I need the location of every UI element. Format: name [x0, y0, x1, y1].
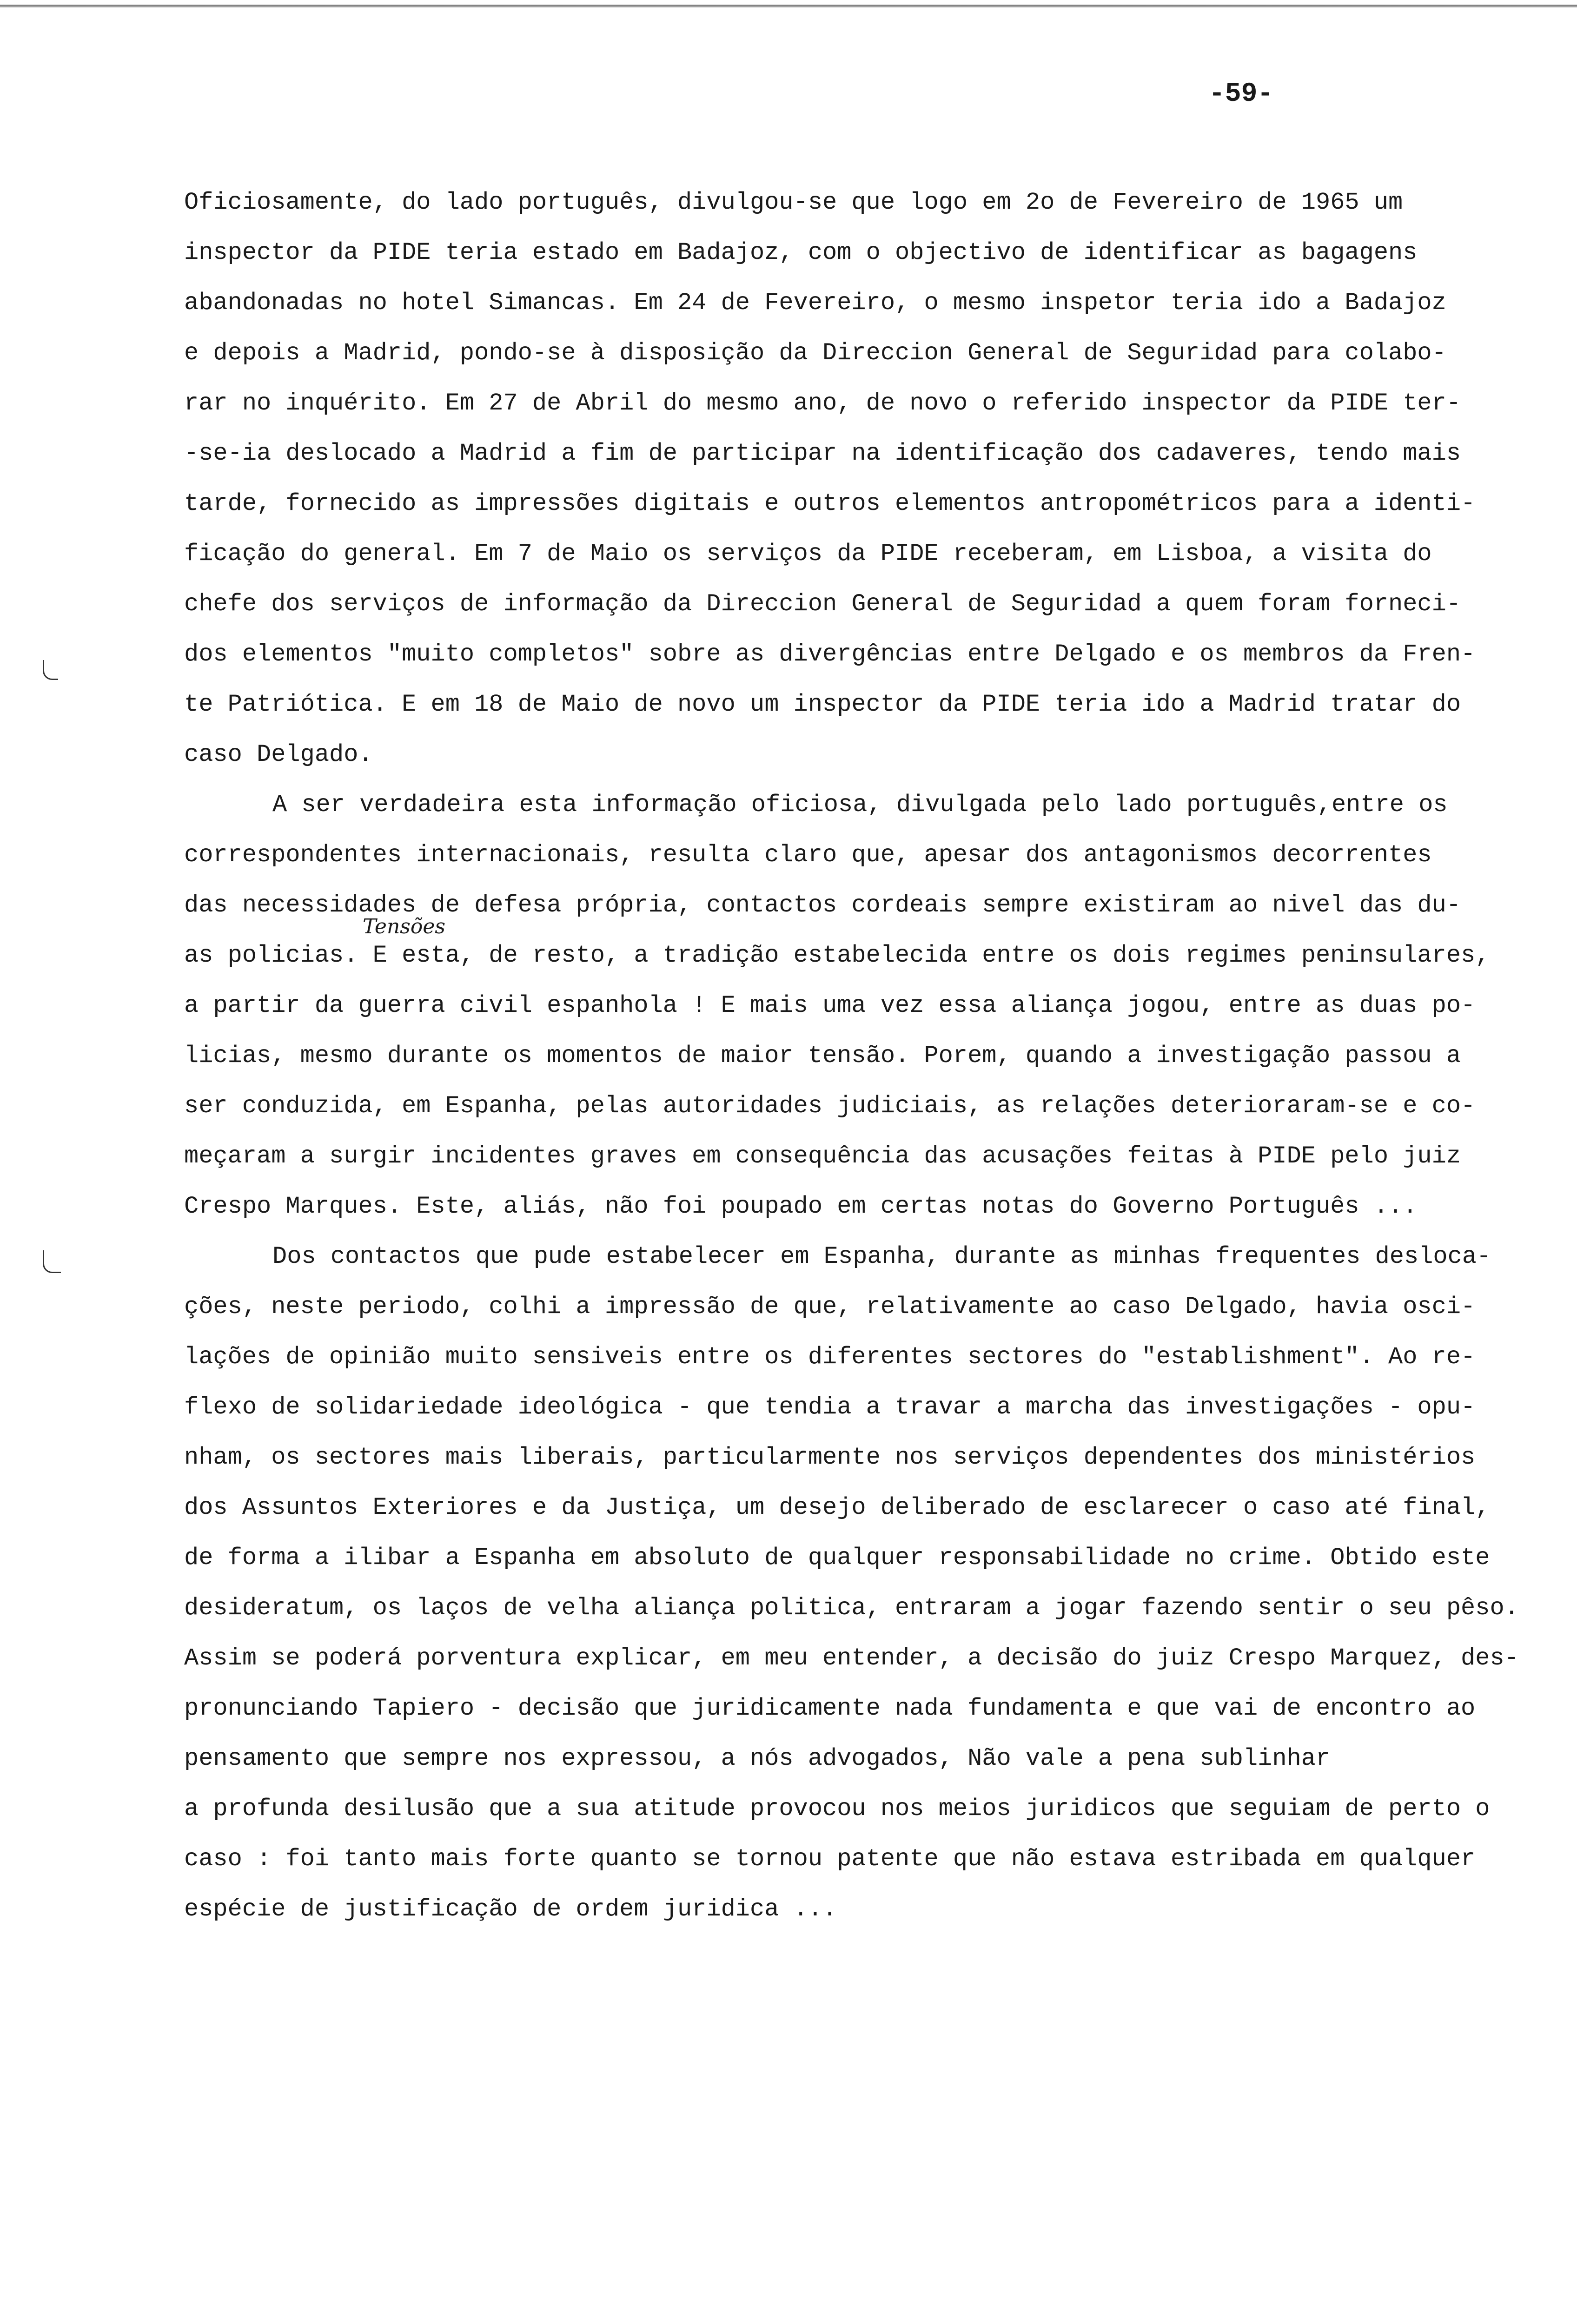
paragraph — [184, 780, 1523, 1232]
text-line: das necessidades de defesa própria, contactos cordeais sempre existiram ao nivel das du- — [184, 891, 1461, 919]
scan-top-edge — [0, 5, 1577, 7]
handwritten-annotation: Tensões — [363, 915, 445, 938]
text-line: Dos contactos que pude estabelecer em Espanha, durante as minhas frequentes desloca- — [272, 1243, 1491, 1270]
margin-mark — [43, 1250, 61, 1273]
text-line: flexo de solidariedade ideológica - que tendia a travar a marcha das investigações - opu- — [184, 1393, 1476, 1421]
text-line: pronunciando Tapiero - decisão que juridicamente nada fundamenta e que vai de encontro ao — [184, 1695, 1476, 1722]
text-line: a profunda desilusão que a sua atitude provocou nos meios juridicos que seguiam de perto o — [184, 1795, 1490, 1822]
text-line: pensamento que sempre nos expressou, a nós advogados, Não vale a pena sublinhar — [184, 1745, 1331, 1772]
text-line: inspector da PIDE teria estado em Badajoz, com o objectivo de identificar as bagagens — [184, 239, 1418, 266]
text-line: Oficiosamente, do lado português, divulgou-se que logo em 2o de Fevereiro de 1965 um — [184, 189, 1403, 216]
text-line: nham, os sectores mais liberais, particularmente nos serviços dependentes dos ministérios — [184, 1444, 1476, 1471]
text-line: e depois a Madrid, pondo-se à disposição da Direccion General de Seguridad para colabo- — [184, 339, 1446, 367]
text-line: a partir da guerra civil espanhola ! E mais uma vez essa aliança jogou, entre as duas po- — [184, 992, 1476, 1019]
text-line: tarde, fornecido as impressões digitais e outros elementos antropométricos para a identi- — [184, 490, 1476, 517]
text-line: ser conduzida, em Espanha, pelas autoridades judiciais, as relações deterioraram-se e co- — [184, 1092, 1476, 1120]
text-line: ficação do general. Em 7 de Maio os serviços da PIDE receberam, em Lisboa, a visita do — [184, 540, 1432, 568]
body-text — [184, 178, 1523, 1934]
text-line: caso : foi tanto mais forte quanto se tornou patente que não estava estribada em qualquer — [184, 1845, 1476, 1873]
text-line: correspondentes internacionais, resulta claro que, apesar dos antagonismos decorrentes — [184, 841, 1432, 869]
text-line: te Patriótica. E em 18 de Maio de novo um inspector da PIDE teria ido a Madrid tratar do — [184, 691, 1461, 718]
text-line: meçaram a surgir incidentes graves em consequência das acusações feitas à PIDE pelo juiz — [184, 1142, 1461, 1170]
text-line: as policias. E esta, de resto, a tradição estabelecida entre os dois regimes peninsulares, — [184, 942, 1490, 969]
text-line: -se-ia deslocado a Madrid a fim de participar na identificação dos cadaveres, tendo mais — [184, 440, 1461, 467]
margin-mark — [43, 660, 58, 680]
text-line: dos elementos "muito completos" sobre as divergências entre Delgado e os membros da Fren- — [184, 640, 1476, 668]
text-line: espécie de justificação de ordem juridica ... — [184, 1895, 837, 1923]
text-line: de forma a ilibar a Espanha em absoluto de qualquer responsabilidade no crime. Obtido este — [184, 1544, 1490, 1571]
text-line: rar no inquérito. Em 27 de Abril do mesmo ano, de novo o referido inspector da PIDE ter- — [184, 390, 1461, 417]
text-line: ções, neste periodo, colhi a impressão de que, relativamente ao caso Delgado, havia osci- — [184, 1293, 1476, 1320]
text-line: Assim se poderá porventura explicar, em meu entender, a decisão do juiz Crespo Marquez, des- — [184, 1644, 1519, 1672]
paragraph — [184, 178, 1523, 780]
text-line: lações de opinião muito sensiveis entre os diferentes sectores do "establishment". Ao re- — [184, 1343, 1476, 1371]
page-number: -59- — [1209, 79, 1274, 109]
text-line: abandonadas no hotel Simancas. Em 24 de Fevereiro, o mesmo inspetor teria ido a Badajoz — [184, 289, 1446, 317]
text-line: chefe dos serviços de informação da Direccion General de Seguridad a quem foram forneci- — [184, 590, 1461, 618]
text-line: A ser verdadeira esta informação oficiosa, divulgada pelo lado português,entre os — [272, 791, 1448, 819]
text-line: desideratum, os laços de velha aliança politica, entraram a jogar fazendo sentir o seu pêso. — [184, 1594, 1519, 1622]
text-line: dos Assuntos Exteriores e da Justiça, um desejo deliberado de esclarecer o caso até final, — [184, 1494, 1490, 1521]
text-line: licias, mesmo durante os momentos de maior tensão. Porem, quando a investigação passou a — [184, 1042, 1461, 1070]
text-line: caso Delgado. — [184, 741, 373, 768]
text-line: Crespo Marques. Este, aliás, não foi poupado em certas notas do Governo Português ... — [184, 1193, 1418, 1220]
paragraph — [184, 1232, 1523, 1934]
